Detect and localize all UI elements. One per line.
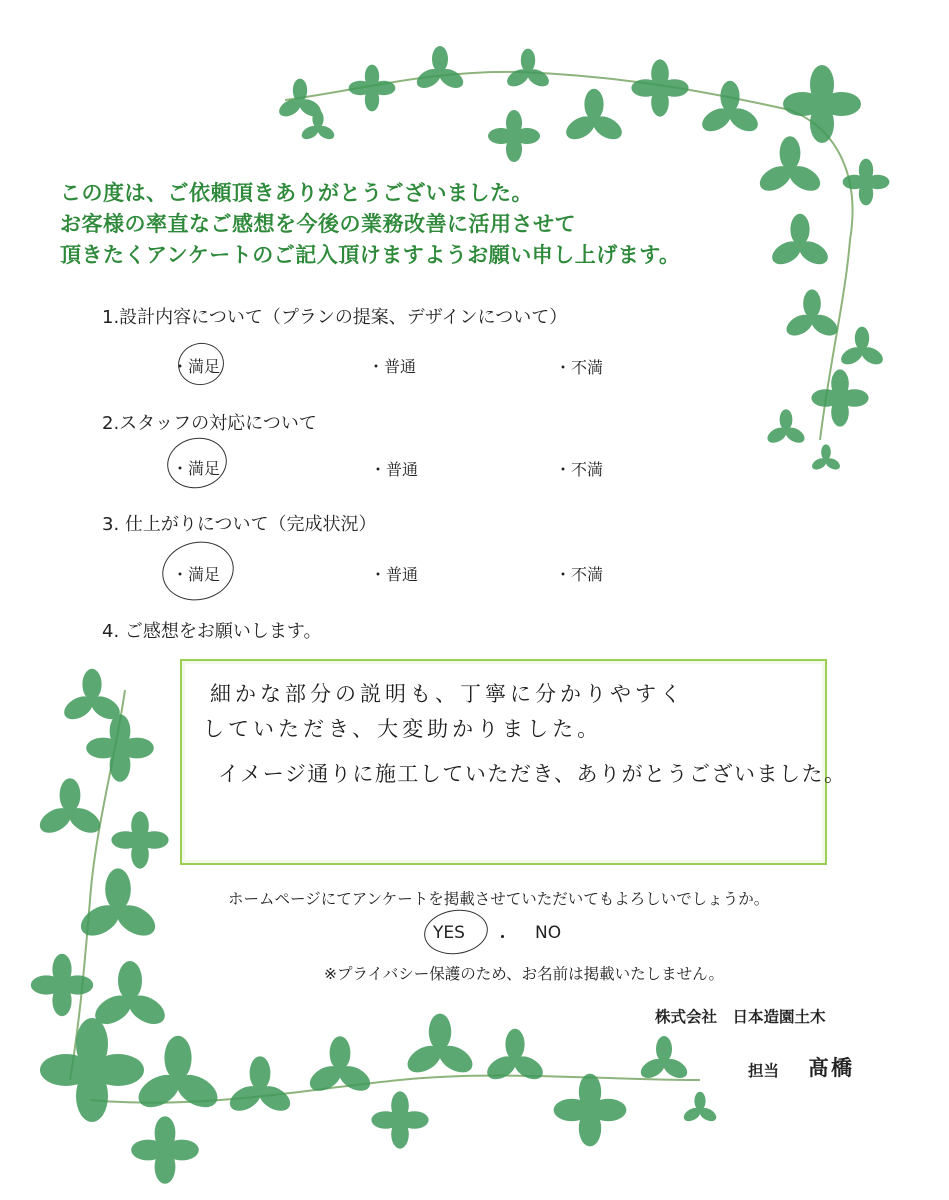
consent-separator: ・ bbox=[494, 928, 511, 948]
privacy-note: ※プライバシー保護のため、お名前は掲載いたしません。 bbox=[324, 965, 725, 983]
intro-line: この度は、ご依頼頂きありがとうございました。 bbox=[60, 181, 533, 205]
comment-line: 細かな部分の説明も、丁寧に分かりやすく bbox=[210, 682, 685, 706]
q2-option-satisfied[interactable]: ・満足 bbox=[172, 459, 221, 478]
comment-line: していただき、大変助かりました。 bbox=[203, 717, 603, 741]
comment-line: イメージ通りに施工していただき、ありがとうございました。 bbox=[218, 762, 847, 786]
intro-line: お客様の率直なご感想を今後の業務改善に活用させて bbox=[60, 212, 576, 236]
consent-no-option[interactable]: NO bbox=[535, 923, 562, 943]
q3-option-satisfied[interactable]: ・満足 bbox=[172, 565, 221, 584]
question-1-title: 1.設計内容について（プランの提案、デザインについて） bbox=[102, 307, 568, 328]
intro-message bbox=[60, 178, 681, 271]
consent-yes-option[interactable]: YES bbox=[433, 923, 465, 943]
publish-consent-question: ホームページにてアンケートを掲載させていただいてもよろしいでしょうか。 bbox=[228, 890, 770, 908]
company-name: 株式会社 日本造園土木 bbox=[655, 1008, 826, 1026]
q3-option-dissatisfied[interactable]: ・不満 bbox=[555, 565, 604, 584]
staff-label: 担当 bbox=[748, 1062, 780, 1080]
intro-line: 頂きたくアンケートのご記入頂けますようお願い申し上げます。 bbox=[60, 243, 681, 267]
question-4-title: 4. ご感想をお願いします。 bbox=[102, 621, 322, 642]
q3-option-normal[interactable]: ・普通 bbox=[370, 565, 419, 584]
q2-option-normal[interactable]: ・普通 bbox=[370, 460, 419, 479]
q1-option-dissatisfied[interactable]: ・不満 bbox=[555, 358, 604, 377]
q1-option-satisfied[interactable]: ・満足 bbox=[172, 357, 221, 376]
question-2-title: 2.スタッフの対応について bbox=[102, 413, 317, 434]
staff-name: 髙橋 bbox=[808, 1056, 854, 1080]
question-3-title: 3. 仕上がりについて（完成状況） bbox=[102, 514, 377, 535]
q1-option-normal[interactable]: ・普通 bbox=[368, 357, 417, 376]
q2-option-dissatisfied[interactable]: ・不満 bbox=[555, 460, 604, 479]
